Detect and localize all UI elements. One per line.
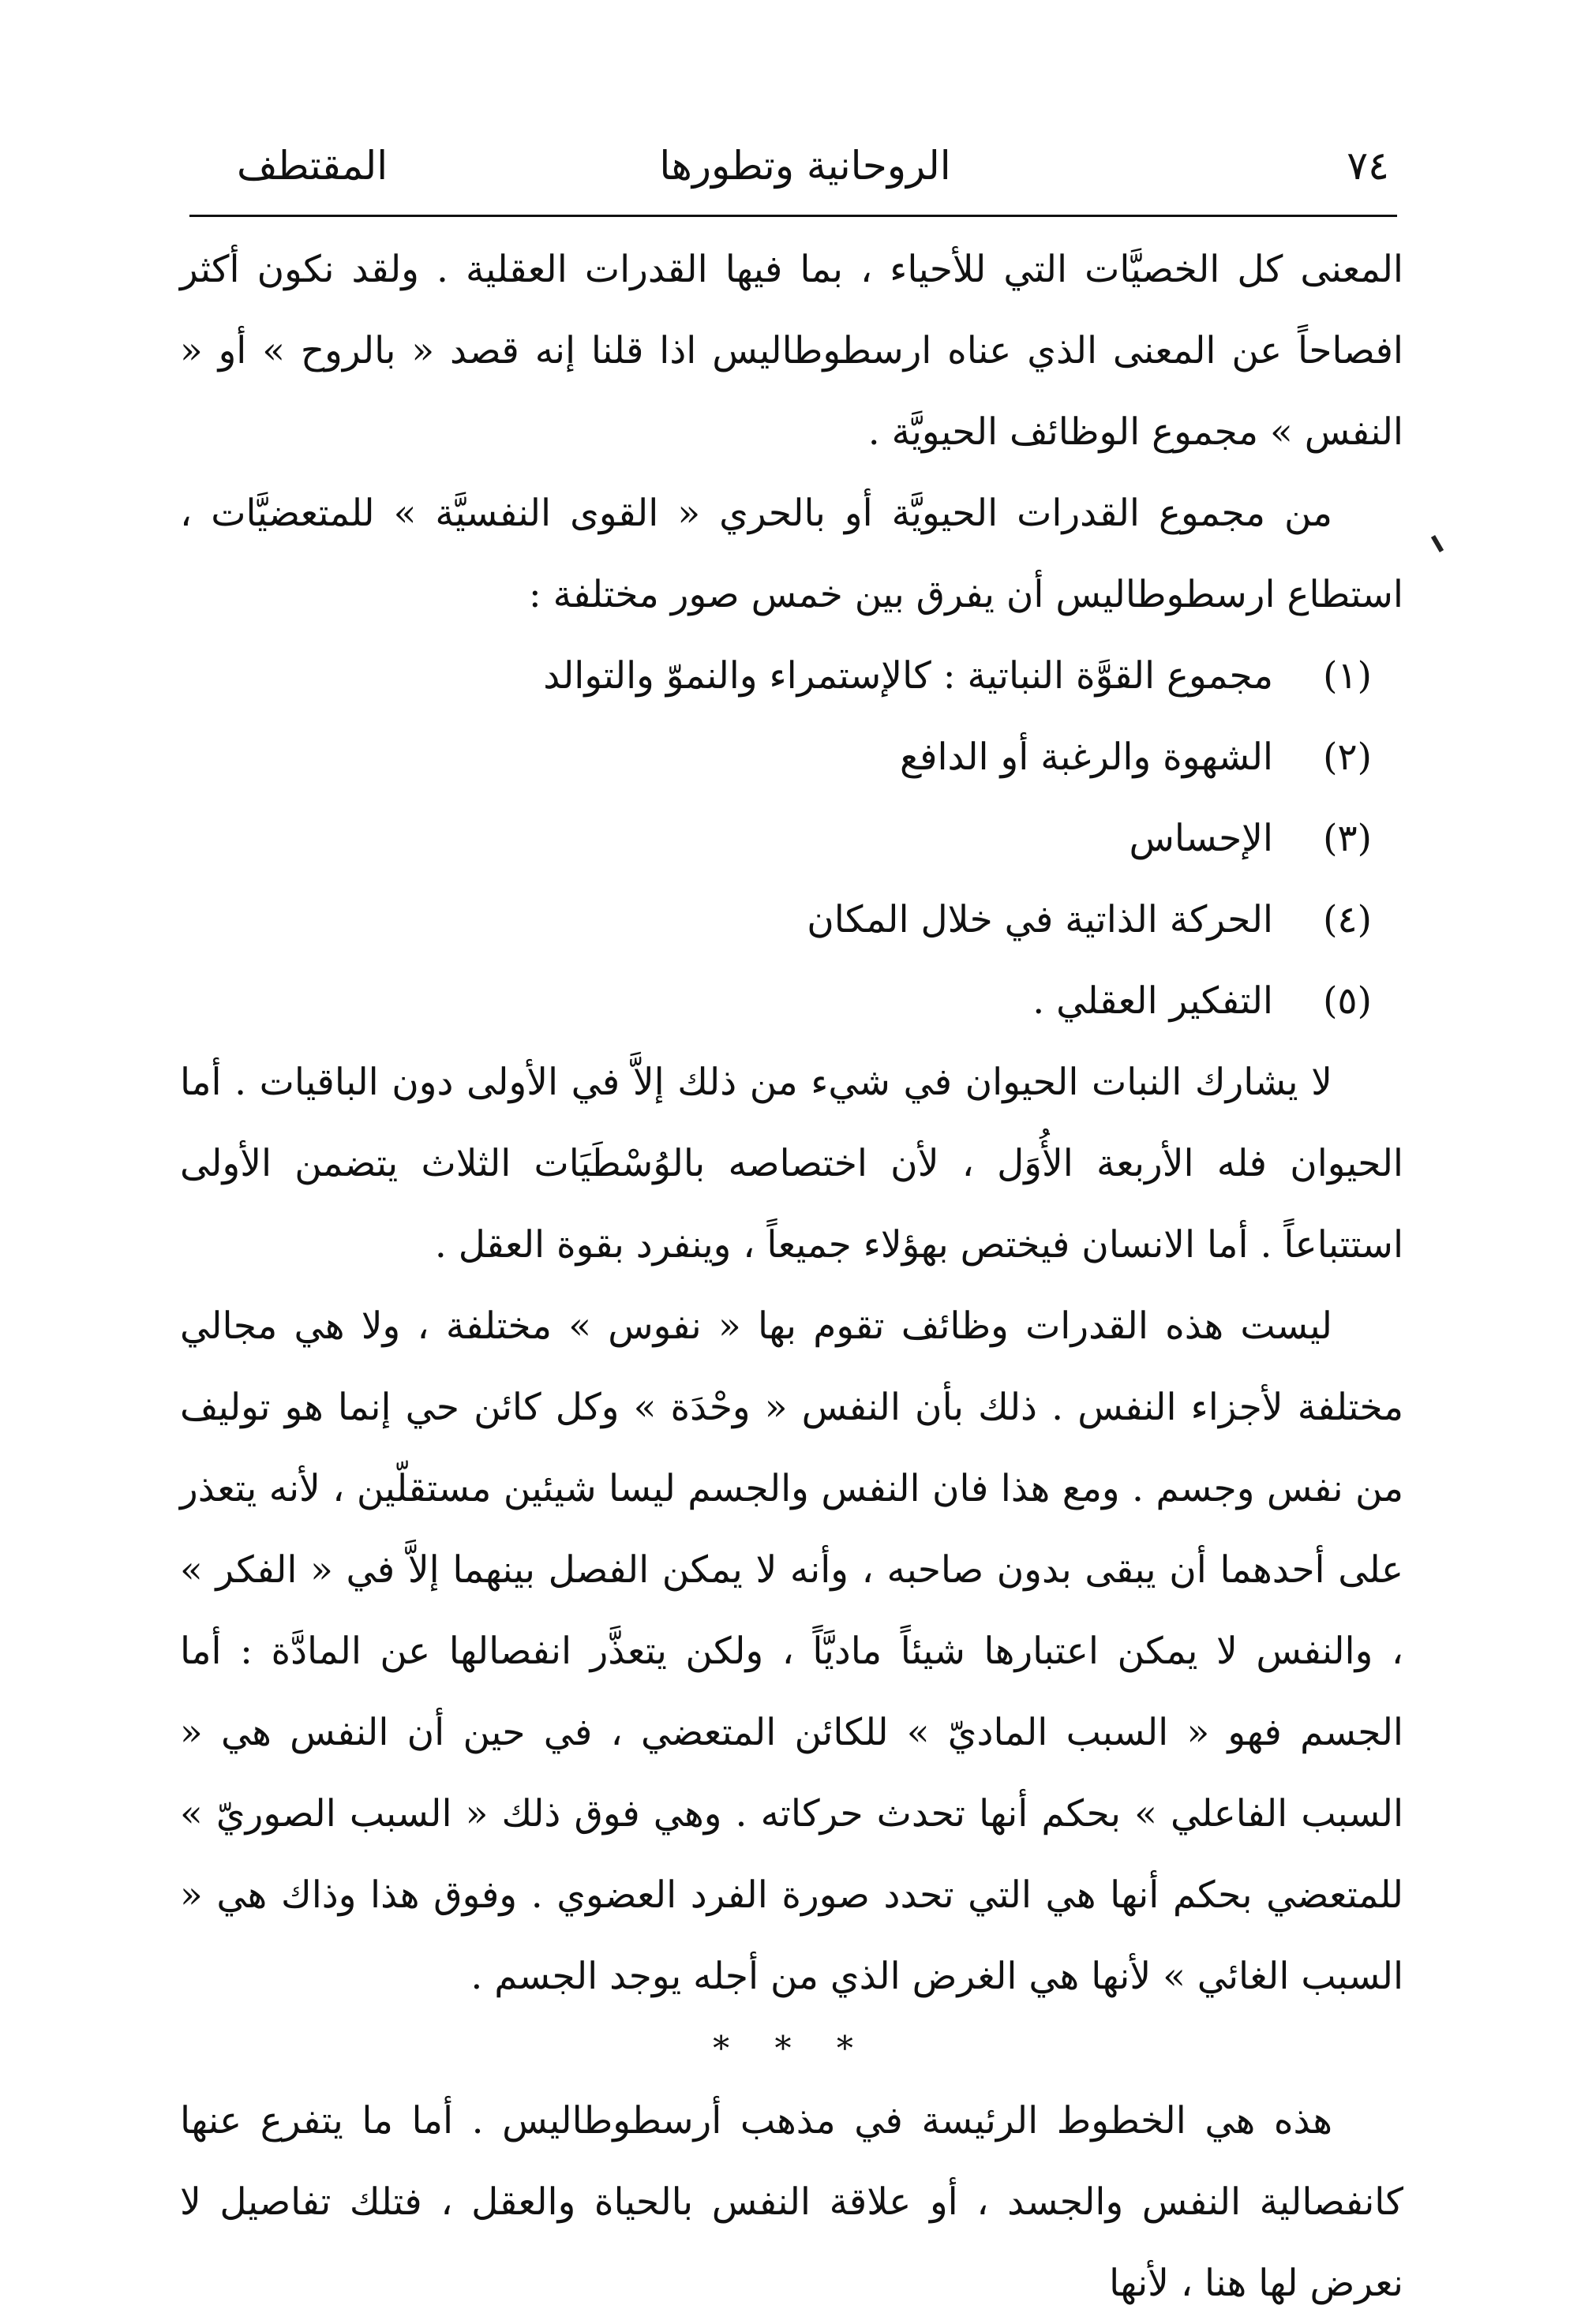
body-text [180, 229, 1403, 2324]
list-item-text: الحركة الذاتية في خلال المكان [807, 898, 1273, 941]
list-item-number: (٢) [1323, 735, 1372, 779]
list-item [180, 717, 1403, 798]
list-item-text: مجموع القوَّة النباتية : كالإستمراء والنموّ والتوالد [543, 654, 1273, 698]
list-item-number: (١) [1323, 654, 1372, 698]
list-item-number: (٥) [1323, 979, 1372, 1023]
paragraph-5: هذه هي الخطوط الرئيسة في مذهب أرسطوطاليس . أما ما يتفرع عنها كانفصالية النفس والجسد ، أو علاقة النفس بالحياة والعقل ، فتلك تفاصيل لا نعرض لها هنا ، لأنها [180, 2099, 1403, 2305]
list-item-text: التفكير العقلي . [1032, 979, 1273, 1023]
journal-name: المقتطف [237, 143, 388, 189]
paragraph-2: من مجموع القدرات الحيويَّة أو بالحري « القوى النفسيَّة » للمتعضيَّات ، استطاع ارسطوطاليس أن يفرق بين خمس صور مختلفة : [180, 492, 1403, 616]
page-header [221, 130, 1389, 201]
list-item-number: (٤) [1323, 898, 1372, 941]
paragraph-3: لا يشارك النبات الحيوان في شيء من ذلك إلاَّ في الأولى دون الباقيات . أما الحيوان فله الأربعة الأُوَل ، لأن اختصاصه بالوُسْطَيَات الثلاث يتضمن الأولى استتباعاً . أما الانسان فيختص بهؤلاء جميعاً ، وينفرد بقوة العقل . [180, 1061, 1403, 1267]
list-item-text: الإحساس [1129, 817, 1273, 860]
list-item [180, 960, 1403, 1042]
list-item-number: (٣) [1323, 817, 1372, 860]
paragraph-4: ليست هذه القدرات وظائف تقوم بها « نفوس » مختلفة ، ولا هي مجالي مختلفة لأجزاء النفس . ذلك بأن النفس « وحْدَة » وكل كائن حي إنما هو توليف من نفس وجسم . ومع هذا فان النفس والجسم ليسا شيئين مستقلّين ، لأنه يتعذر على أحدهما أن يبقى بدون صاحبه ، وأنه لا يمكن الفصل بينهما إلاَّ في « الفكر » ، والنفس لا يمكن اعتبارها شيئاً ماديَّاً ، ولكن يتعذَّر انفصالها عن المادَّة : أما الجسم فهو « السبب الماديّ » للكائن المتعضي ، في حين أن النفس هي « السبب الفاعلي » بحكم أنها تحدث حركاته . وهي فوق ذلك « السبب الصوريّ » للمتعضي بحكم أنها هي التي تحدد صورة الفرد العضوي . وفوق هذا وذاك هي « السبب الغائي » لأنها هي الغرض الذي من أجله يوجد الجسم . [180, 1304, 1403, 1998]
list-item-text: الشهوة والرغبة أو الدافع [899, 735, 1273, 779]
faculties-list [180, 635, 1403, 1042]
running-title: الروحانية وتطورها [659, 143, 951, 189]
section-separator: * * * [713, 2029, 871, 2068]
header-rule [189, 215, 1397, 217]
page-number: ٧٤ [1347, 143, 1389, 189]
margin-mark [1431, 535, 1444, 552]
list-item [180, 879, 1403, 960]
list-item [180, 635, 1403, 717]
paragraph-1: المعنى كل الخصيَّات التي للأحياء ، بما فيها القدرات العقلية . ولقد نكون أكثر افصاحاً عن المعنى الذي عناه ارسطوطاليس اذا قلنا إنه قصد « بالروح » أو « النفس » مجموع الوظائف الحيويَّة . [180, 248, 1403, 454]
list-item [180, 798, 1403, 879]
